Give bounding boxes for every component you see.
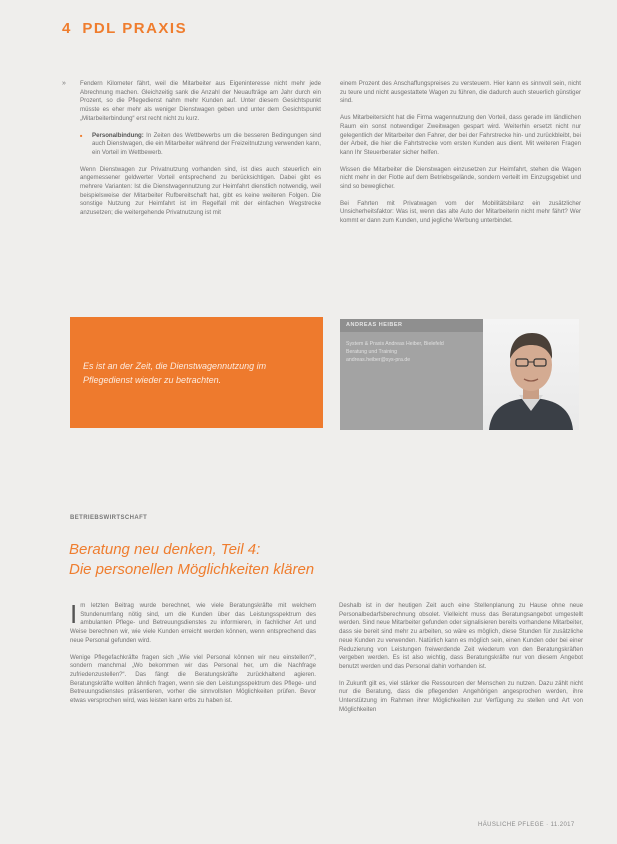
- bullet-text: In Zeiten des Wettbewerbs um die besseren Bedingungen sind auch Dienstwagen, die ein Mitarbeiter während der Freizeitnutzung verwenden kann, ein Vorteil im Wettbewerb.: [92, 131, 321, 156]
- column-b: [340, 80, 581, 226]
- column-c: [70, 599, 316, 706]
- column-a: [80, 80, 321, 218]
- author-portrait-icon: [483, 319, 579, 430]
- pull-quote-box: [70, 317, 323, 428]
- col-b-paragraph-1: einem Prozent des Anschaffungspreises zu versteuern. Hier kann es sinnvoll sein, nicht zu teure und nicht ausgestattete Wagen zu führen, die dadurch auch steuerlich günstiger sind.: [340, 80, 581, 105]
- page-number: 4: [62, 20, 71, 37]
- col-a-paragraph-1: Fendern Kilometer fährt, weil die Mitarbeiter aus Eigeninteresse nicht mehr jede Abrechnung machen. Gleichzeitig sank die Anzahl der Neuaufträge am Jahr durch ein Prozent, so die Pflegedienst nahm mehr Kunden auf. Unter diesem Gesichtspunkt müsste es eher mehr als weniger Dienstwagen geben und unter dem Gesichtspunkt „Mitarbeiterbindung“ erst recht nicht zu kurz.: [80, 80, 321, 122]
- col-d-paragraph-1: Deshalb ist in der heutigen Zeit auch eine Stellenplanung zu Hause ohne neue Personalbedarfsberechnung obsolet. Vielleicht muss das Beratungsangebot umgestellt werden. Sind neue Mitarbeiter gefunden oder signalisieren bereits vorhandene Mitarbeiter, dass sie bereit sind mehr zu arbeiten, so wäre es möglich, diese Stunden für zusätzliche neue Kunden zu verwenden. Natürlich kann es möglich sein, einen Kunden oder bei einer Reduzierung von Leistungen freiwerdende Zeit wiederum von den Beratungskräften vergeben werden. Es ist also wichtig, dass Beratungskräfte nur von diesem Angebot benutzt werden und das Personal dahin vorhanden ist.: [339, 602, 583, 670]
- col-a-bullet: [80, 132, 321, 158]
- bullet-label: Personalbindung:: [92, 131, 144, 139]
- drop-cap: I: [70, 599, 78, 629]
- article-kicker: BETRIEBSWIRTSCHAFT: [70, 515, 148, 521]
- pull-quote: Es ist an der Zeit, die Dienstwagennutzung im Pflegedienst wieder zu betrachten.: [83, 360, 267, 385]
- column-d: [339, 602, 583, 714]
- article-headline: [69, 540, 314, 580]
- col-c-paragraph-1-text: m letzten Beitrag wurde berechnet, wie viele Beratungskräfte mit welchem Stundenumfang nötig sind, um die Kunden über das Leistungsspektrum des ambulanten Pflege- und Betreuungsdienstes zu informieren, in fachlicher Art und Weise berechnen wir, wie viele Kunden erreicht werden können, wenn entsprechend das neue Personal gefunden wird.: [70, 602, 316, 644]
- col-c-paragraph-2: Wenige Pflegefachkräfte fragen sich „Wie viel Personal können wir neu einstellen?“, sondern manchmal „Wo bekommen wir das Personal her, um die Nachfrage zufriedenzustellen?“. Das fängt die Beratungskräfte zurückhaltend agieren. Beratungskräfte wollten ähnlich fragen, wenn sie den Leistungsspektrum des Pflege- und Betreuungsdienstes präsentieren, vorher die sinnvollsten Möglichkeiten prüfen. Bevor etwas versprochen wird, was leisten kann erbs zu haben ist.: [70, 653, 316, 705]
- col-b-paragraph-2: Aus Mitarbeitersicht hat die Firma wagennutzung den Vorteil, dass gerade im ländlichen Raum ein sonst notwendiger Zweitwagen gespart wird. Weiterhin ersetzt nicht nur gelegentlich der Mitarbeiter den Fahrer, der bei der Fahrstrecke hin- und zurückbleibt, bei der Arbeit, die hier die Fahrtstrecke vom ersten Kunden aus dient. Mit weiteren Fragen kann Ihr Steuerberater sicher helfen.: [340, 114, 581, 156]
- col-b-paragraph-4: Bei Fahrten mit Privatwagen vom der Mobilitätsbilanz ein zusätzlicher Unsicherheitsfaktor: Was ist, wenn das alte Auto der Mitarbeiterin nicht mehr fährt? Wer kommt er dann zum Kunden, und jegliche Werbung unterbindet.: [340, 199, 581, 225]
- page-header: [62, 20, 187, 37]
- col-d-paragraph-2: In Zukunft gilt es, viel stärker die Ressourcen der Menschen zu nutzen. Dazu zählt nicht nur die Beratung, dass die pflegenden Angehörigen angesprochen werden, ihre Unterstützung im Rahmen ihrer Möglichkeiten zur Verfügung zu stellen und Art von Möglichkeiten: [339, 679, 583, 713]
- col-a-paragraph-2: Wenn Dienstwagen zur Privatnutzung vorhanden sind, ist dies auch steuerlich ein angemessener geldwerter Vorteil entsprechend zu berücksichtigen. Dabei gibt es mehrere Varianten: Ist die Dienstwagennutzung zur Heimfahrt dienstlich notwendig, weil beispielsweise der Mitarbeiter Rufbereitschaft hat, gibt es keine weiteren Folgen. Die sonstige Nutzung zur Heimfahrt ist im Regelfall mit der einfachen Wegstrecke anzusetzen; die weitergehende Privatnutzung ist mit: [80, 165, 321, 217]
- col-b-paragraph-3: Wissen die Mitarbeiter die Dienstwagen einzusetzen zur Heimfahrt, stehen die Wagen nicht mehr in der Flotte auf dem Betriebsgelände, sondern verteilt im Einzugsgebiet und sind so beweglicher.: [340, 165, 581, 191]
- section-title: PDL PRAXIS: [82, 20, 188, 37]
- author-line: Beratung und Training: [346, 349, 398, 355]
- author-box: [340, 319, 579, 430]
- author-photo: [483, 319, 579, 430]
- author-line: andreas.heiber@sys-pra.de: [346, 357, 411, 363]
- author-name: ANDREAS HEIBER: [340, 319, 579, 332]
- author-line: System & Praxis Andreas Heiber, Bielefeld: [346, 341, 444, 347]
- author-details: [340, 332, 460, 372]
- col-c-paragraph-1: [70, 599, 316, 646]
- headline-line-1: Beratung neu denken, Teil 4:: [69, 541, 261, 558]
- page-footer: HÄUSLICHE PFLEGE · 11.2017: [478, 822, 575, 828]
- headline-line-2: Die personellen Möglichkeiten klären: [69, 561, 315, 578]
- continuation-arrow-icon: »: [62, 80, 66, 87]
